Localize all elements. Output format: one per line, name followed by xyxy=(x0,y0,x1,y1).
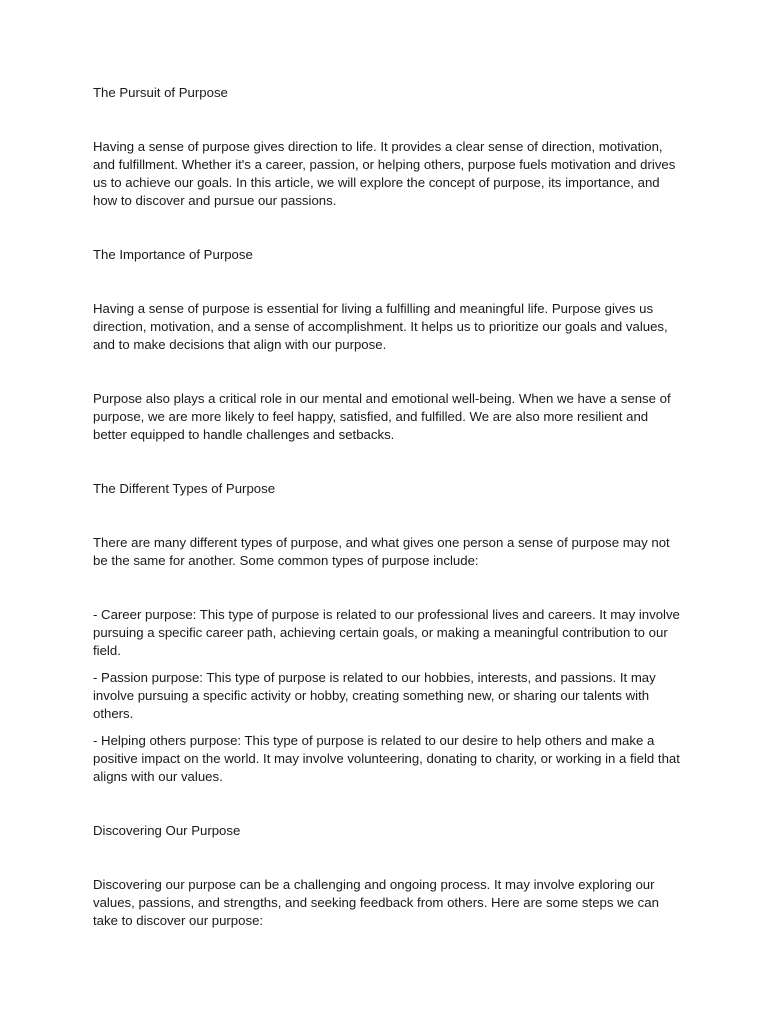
section-paragraph: Purpose also plays a critical role in our mental and emotional well-being. When we have a sense of purpose, we are more likely to feel happy, satisfied, and fulfilled. We are also more resilient and better equipped to handle challenges and setbacks. xyxy=(93,391,671,442)
section-paragraph: There are many different types of purpose, and what gives one person a sense of purpose may not be the same for another. Some common types of purpose include: xyxy=(93,535,670,568)
section-paragraph: Having a sense of purpose is essential for living a fulfilling and meaningful life. Purpose gives us direction, motivation, and a sense of accomplishment. It helps us to prioritize our goals and values, and to make decisions that align with our purpose. xyxy=(93,301,668,352)
list-item: - Helping others purpose: This type of purpose is related to our desire to help others and make a positive impact on the world. It may involve volunteering, donating to charity, or working in a field that aligns with our values. xyxy=(93,733,680,784)
spacer xyxy=(93,444,683,480)
spacer xyxy=(93,498,683,534)
document-title: The Pursuit of Purpose xyxy=(93,85,228,100)
spacer xyxy=(93,264,683,300)
spacer xyxy=(93,570,683,606)
spacer xyxy=(93,210,683,246)
section-heading-types: The Different Types of Purpose xyxy=(93,481,276,496)
list-item: - Career purpose: This type of purpose is related to our professional lives and careers. It may involve pursuing a specific career path, achieving certain goals, or making a meaningful contribution to our field. xyxy=(93,607,680,658)
spacer xyxy=(93,723,683,732)
spacer xyxy=(93,840,683,876)
spacer xyxy=(93,660,683,669)
section-heading-importance: The Importance of Purpose xyxy=(93,247,253,262)
list-item: - Passion purpose: This type of purpose is related to our hobbies, interests, and passions. It may involve pursuing a specific activity or hobby, creating something new, or sharing our talents with others. xyxy=(93,670,656,721)
spacer xyxy=(93,354,683,390)
document-page xyxy=(93,84,683,930)
section-paragraph: Discovering our purpose can be a challenging and ongoing process. It may involve exploring our values, passions, and strengths, and seeking feedback from others. Here are some steps we can take to discover our purpose: xyxy=(93,877,659,928)
spacer xyxy=(93,102,683,138)
spacer xyxy=(93,786,683,822)
section-heading-discovering: Discovering Our Purpose xyxy=(93,823,241,838)
intro-paragraph: Having a sense of purpose gives direction to life. It provides a clear sense of direction, motivation, and fulfillment. Whether it's a career, passion, or helping others, purpose fuels motivation and drives us to achieve our goals. In this article, we will explore the concept of purpose, its importance, and how to discover and pursue our passions. xyxy=(93,139,676,208)
